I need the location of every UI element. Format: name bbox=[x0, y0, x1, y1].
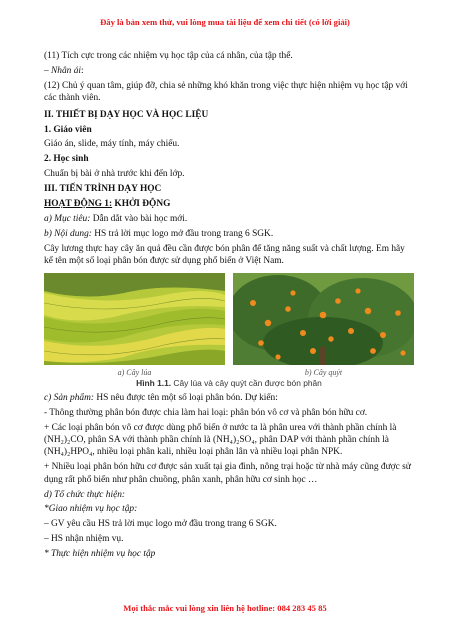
competency-heading-nhan-ai: – Nhân ái: bbox=[44, 65, 84, 76]
caption-tangerine: b) Cây quýt bbox=[304, 367, 343, 377]
preview-notice-banner: Đây là bản xem thử, vui lòng mua tài liệu để xem chi tiết (có lời giải) bbox=[100, 17, 350, 27]
assign-task-teacher: – GV yêu cầu HS trả lời mục logo mở đầu trong trang 6 SGK. bbox=[44, 519, 277, 530]
objective-line: a) Mục tiêu: Dẫn dắt vào bài học mới. bbox=[44, 213, 188, 224]
perform-task-heading: * Thực hiện nhiệm vụ học tập bbox=[44, 549, 156, 560]
document-body bbox=[44, 50, 414, 563]
fertilizer-types: - Thông thường phân bón được chia làm hai loại: phân bón vô cơ và phân bón hữu cơ. bbox=[44, 407, 368, 418]
figure-caption: Hình 1.1. Cây lúa và cây quýt cần được bón phân bbox=[136, 378, 322, 389]
competency-11: (11) Tích cực trong các nhiệm vụ học tập của cá nhân, của tập thể. bbox=[44, 51, 293, 61]
hotline-footer: Mọi thắc mắc vui lòng xin liên hệ hotline: 084 283 45 85 bbox=[123, 603, 327, 613]
tangerine-tree-image bbox=[233, 273, 414, 365]
organic-fertilizers: + Nhiều loại phân bón hữu cơ được sản xuất tại gia đình, nông trại hoặc từ nhà máy cũng được sử dụng rất phổ biến như phân chuồng, phân xanh, phân hữu cơ sinh học … bbox=[44, 462, 411, 485]
assign-task-student: – HS nhận nhiệm vụ. bbox=[44, 534, 124, 545]
student-preparation: Chuẩn bị bài ở nhà trước khi đến lớp. bbox=[44, 169, 185, 180]
activity-1-heading: HOẠT ĐỘNG 1: KHỞI ĐỘNG bbox=[44, 199, 171, 210]
teacher-materials: Giáo án, slide, máy tính, máy chiếu. bbox=[44, 139, 180, 150]
content-line: b) Nội dung: HS trả lời mục logo mở đầu trong trang 6 SGK. bbox=[44, 228, 274, 239]
figure-images bbox=[44, 273, 414, 365]
inorganic-fertilizers: + Các loại phân bón vô cơ được dùng phổ biến ở nước ta là phân urea với thành phần chính là (NH₂)₂CO, phân SA với thành phần chính là (NH₄)₂SO₄, phân DAP với thành phần chính là (NH₄)₂HPO₄, nhiều loại phân kali, nhiều loại phân lân và nhiều loại phân NPK. bbox=[44, 422, 397, 458]
section-heading-equipment: II. THIẾT BỊ DẠY HỌC VÀ HỌC LIỆU bbox=[44, 109, 209, 120]
assign-task-heading: *Giao nhiệm vụ học tập: bbox=[44, 504, 138, 515]
figure-subcaptions bbox=[44, 368, 414, 379]
opening-question: Cây lương thực hay cây ăn quả đều cần được bón phân để tăng năng suất và chất lượng. Em hãy kể tên một số loại phân bón được sử dụng phổ biến ở Việt Nam. bbox=[44, 243, 405, 267]
caption-rice: a) Cây lúa bbox=[117, 367, 152, 377]
competency-12: (12) Chủ ý quan tâm, giúp đỡ, chia sẻ những khó khăn trong việc thực hiện nhiệm vụ học tập với các thành viên. bbox=[44, 80, 408, 104]
organization-heading: d) Tổ chức thực hiện: bbox=[44, 489, 126, 500]
subheading-student: 2. Học sinh bbox=[44, 154, 89, 165]
section-heading-process: III. TIẾN TRÌNH DẠY HỌC bbox=[44, 184, 162, 195]
subheading-teacher: 1. Giáo viên bbox=[44, 124, 92, 135]
product-line: c) Sản phẩm: HS nêu được tên một số loại phân bón. Dự kiến: bbox=[44, 392, 278, 403]
rice-terrace-image bbox=[44, 273, 225, 365]
